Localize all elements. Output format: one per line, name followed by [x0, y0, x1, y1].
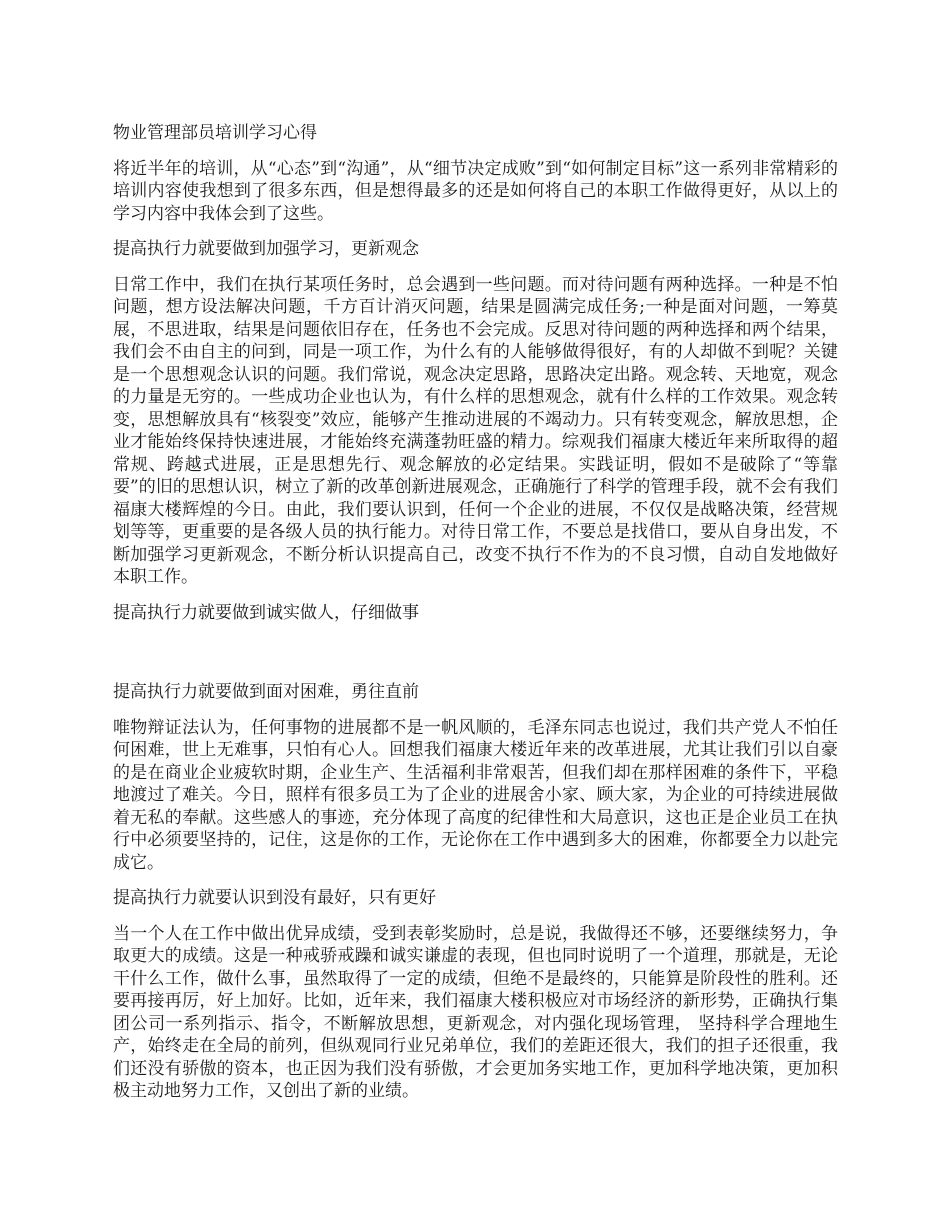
section-heading-3: 提高执行力就要做到面对困难，勇往直前 — [113, 682, 419, 702]
document-title: 物业管理部员培训学习心得 — [113, 123, 317, 143]
intro-paragraph: 将近半年的培训，从“心态”到“沟通”，从“细节决定成败”到“如何制定目标”这一系列非常精彩的培训内容使我想到了很多东西，但是想得最多的还是如何将自己的本职工作做得更好，从以上的学习内容中我体会到了这些。 — [113, 158, 838, 224]
document-page — [113, 122, 838, 1116]
section-heading-1: 提高执行力就要做到加强学习，更新观念 — [113, 239, 419, 259]
section-body-3: 唯物辩证法认为，任何事物的进展都不是一帆风顺的，毛泽东同志也说过，我们共产党人不怕任何困难，世上无难事，只怕有心人。回想我们福康大楼近年来的改革进展，尤其让我们引以自豪的是在商业企业疲软时期，企业生产、生活福利非常艰苦，但我们却在那样困难的条件下，平稳地渡过了难关。今日，照样有很多员工为了企业的进展舍小家、顾大家，为企业的可持续进展做着无私的奉献。这些感人的事迹，充分体现了高度的纪律性和大局意识，这也正是企业员工在执行中必须要坚持的，记住，这是你的工作，无论你在工作中遇到多大的困难，你都要全力以赴完成它。 — [113, 717, 838, 873]
section-heading-4: 提高执行力就要认识到没有最好，只有更好 — [113, 888, 436, 908]
section-heading-2: 提高执行力就要做到诚实做人，仔细做事 — [113, 602, 419, 623]
section-body-2-empty — [113, 637, 838, 681]
section-body-1: 日常工作中，我们在执行某项任务时，总会遇到一些问题。而对待问题有两种选择。一种是不怕问题，想方设法解决问题，千方百计消灭问题，结果是圆满完成任务;一种是面对问题，一筹莫展，不思进取，结果是问题依旧存在，任务也不会完成。反思对待问题的两种选择和两个结果，我们会不由自主的问到，同是一项工作，为什么有的人能够做得很好，有的人却做不到呢？关键是一个思想观念认识的问题。我们常说，观念决定思路，思路决定出路。观念转、天地宽，观念的力量是无穷的。一些成功企业也认为，有什么样的思想观念，就有什么样的工作效果。观念转变，思想解放具有“核裂变”效应，能够产生推动进展的不竭动力。只有转变观念，解放思想，企业才能始终保持快速进展，才能始终充满蓬勃旺盛的精力。综观我们福康大楼近年来所取得的超常规、跨越式进展，正是思想先行、观念解放的必定结果。实践证明，假如不是破除了“等靠要”的旧的思想认识，树立了新的改革创新进展观念，正确施行了科学的管理手段，就不会有我们福康大楼辉煌的今日。由此，我们要认识到，任何一个企业的进展，不仅仅是战略决策，经营规划等等，更重要的是各级人员的执行能力。对待日常工作，不要总是找借口，要从自身出发，不断加强学习更新观念，不断分析认识提高自己，改变不执行不作为的不良习惯，自动自发地做好本职工作。 — [113, 274, 838, 587]
section-body-4: 当一个人在工作中做出优异成绩，受到表彰奖励时，总是说，我做得还不够，还要继续努力，争取更大的成绩。这是一种戒骄戒躁和诚实谦虚的表现，但也同时说明了一个道理，那就是，无论干什么工作，做什么事，虽然取得了一定的成绩，但绝不是最终的，只能算是阶段性的胜利。还要再接再厉，好上加好。比如，近年来，我们福康大楼积极应对市场经济的新形势，正确执行集团公司一系列指示、指令，不断解放思想，更新观念，对内强化现场管理， 坚持科学合理地生产，始终走在全局的前列，但纵观同行业兄弟单位，我们的差距还很大，我们的担子还很重，我们还没有骄傲的资本，也正因为我们没有骄傲，才会更加务实地工作，更加科学地决策，更加积极主动地努力工作，又创出了新的业绩。 — [113, 923, 838, 1101]
